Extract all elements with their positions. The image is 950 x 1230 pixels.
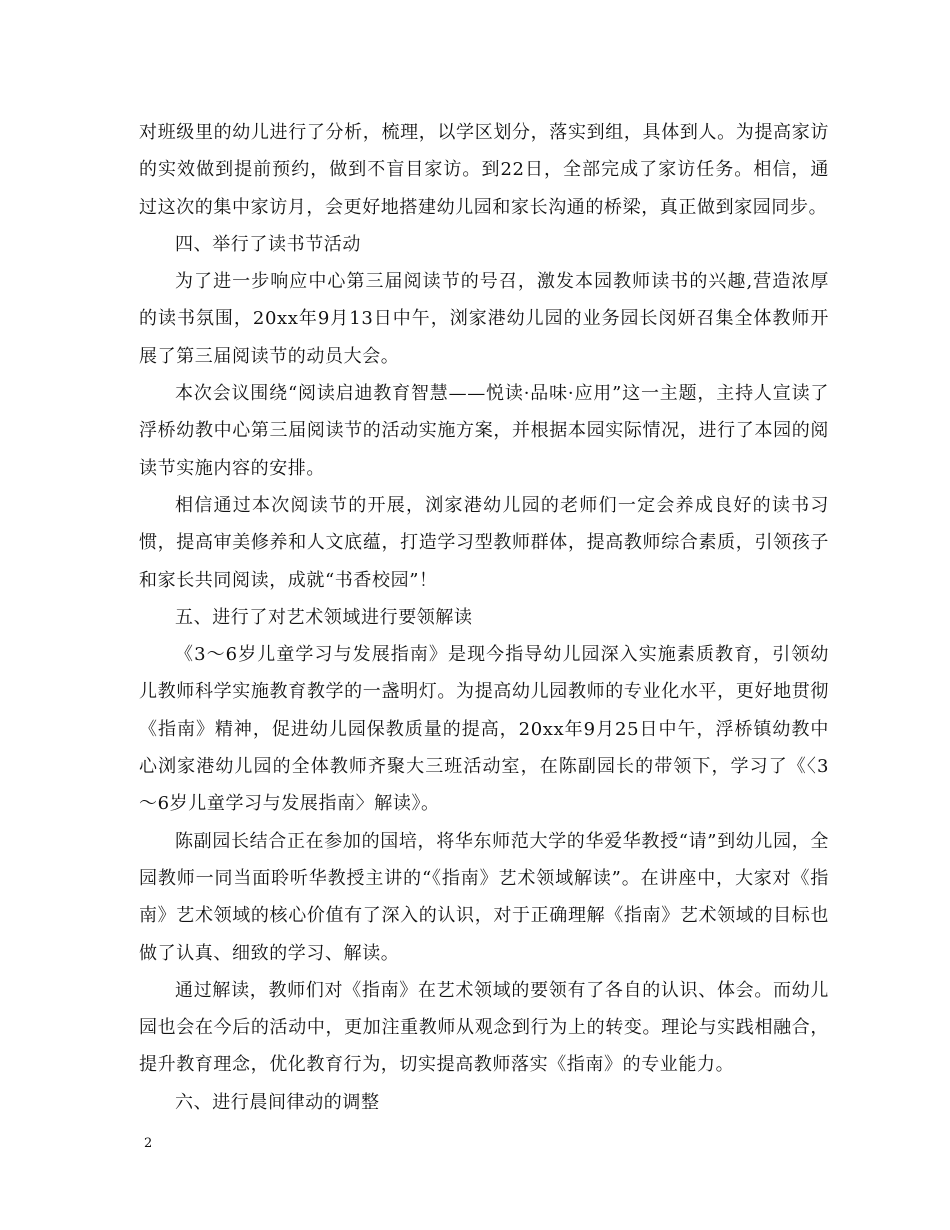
document-body [139,114,829,1121]
page-number: 2 [144,1136,153,1151]
section-heading-6: 六、进行晨间律动的调整 [175,1091,380,1113]
paragraph: 相信通过本次阅读节的开展，浏家港幼儿园的老师们一定会养成良好的读书习惯，提高审美修养和人文底蕴，打造学习型教师群体，提高教师综合素质，引领孩子和家长共同阅读，成就“书香校园”！ [139,494,829,591]
paragraph: 为了进一步响应中心第三届阅读节的号召，激发本园教师读书的兴趣,营造浓厚的读书氛围，20xx年9月13日中午，浏家港幼儿园的业务园长闵妍召集全体教师开展了第三届阅读节的动员大会。 [139,271,829,367]
paragraph-continuation: 对班级里的幼儿进行了分析，梳理，以学区划分，落实到组，具体到人。为提高家访的实效做到提前预约，做到不盲目家访。到22日，全部完成了家访任务。相信，通过这次的集中家访月，会更好地搭建幼儿园和家长沟通的桥梁，真正做到家园同步。 [139,122,829,218]
section-heading-4: 四、举行了读书节活动 [175,233,361,255]
paragraph: 《3～6岁儿童学习与发展指南》是现今指导幼儿园深入实施素质教育，引领幼儿教师科学实施教育教学的一盏明灯。为提高幼儿园教师的专业化水平，更好地贯彻《指南》精神，促进幼儿园保教质量的提高，20xx年9月25日中午，浮桥镇幼教中心浏家港幼儿园的全体教师齐聚大三班活动室，在陈副园长的带领下，学习了《〈3～6岁儿童学习与发展指南〉解读》。 [139,644,829,815]
paragraph: 本次会议围绕“阅读启迪教育智慧——悦读·品味·应用”这一主题，主持人宣读了浮桥幼教中心第三届阅读节的活动实施方案，并根据本园实际情况，进行了本园的阅读节实施内容的安排。 [139,383,829,479]
paragraph: 通过解读，教师们对《指南》在艺术领域的要领有了各自的认识、体会。而幼儿园也会在今后的活动中，更加注重教师从观念到行为上的转变。理论与实践相融合，提升教育理念，优化教育行为，切实提高教师落实《指南》的专业能力。 [139,979,829,1076]
section-heading-5: 五、进行了对艺术领域进行要领解读 [175,606,473,628]
paragraph: 陈副园长结合正在参加的国培，将华东师范大学的华爱华教授“请”到幼儿园，全园教师一同当面聆听华教授主讲的“《指南》艺术领域解读”。在讲座中，大家对《指南》艺术领域的核心价值有了深入的认识，对于正确理解《指南》艺术领域的目标也做了认真、细致的学习、解读。 [139,830,829,964]
